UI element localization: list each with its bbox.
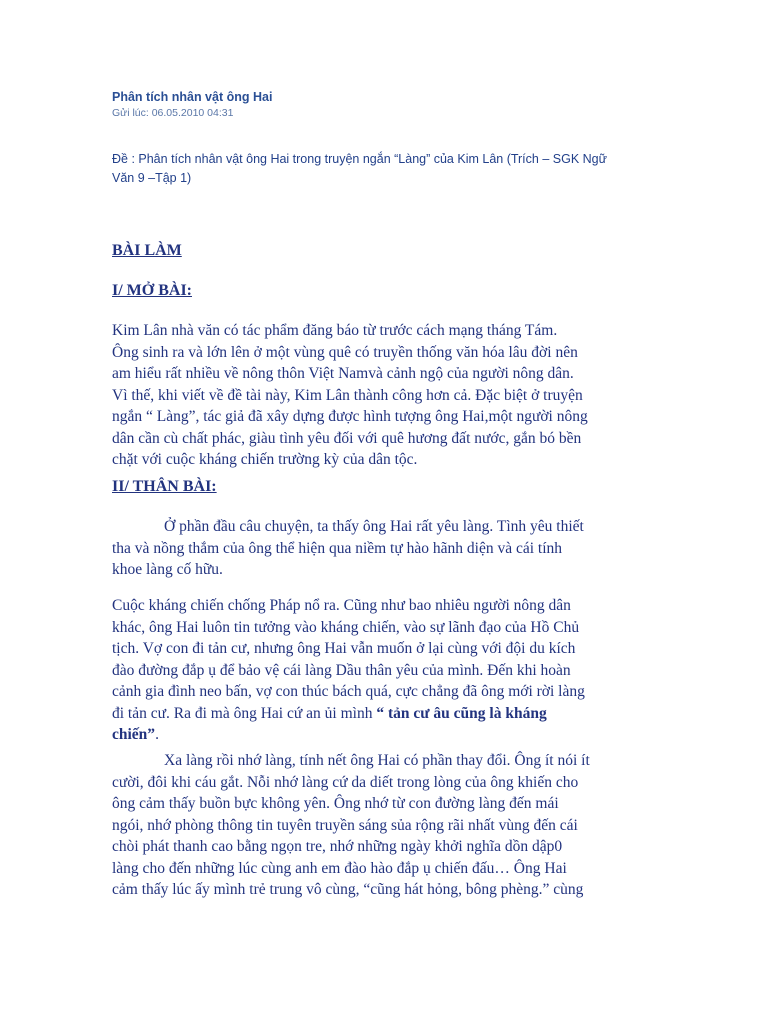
assignment-line: Đề : Phân tích nhân vật ông Hai trong truyện ngắn “Làng” của Kim Lân (Trích – SGK Ngữ bbox=[112, 152, 607, 166]
document-title: Phân tích nhân vật ông Hai bbox=[112, 90, 273, 104]
text-line: ông cảm thấy buồn bực không yên. Ông nhớ từ con đường làng đến mái bbox=[112, 795, 559, 812]
text-line: đào đường đắp ụ để bảo vệ cái làng Dầu thân yêu của mình. Đến khi hoàn bbox=[112, 661, 571, 679]
text-line: làng cho đến những lúc cùng anh em đào hào đắp ụ chiến đấu… Ông Hai bbox=[112, 859, 567, 877]
quote-bold: chiến” bbox=[112, 726, 156, 743]
text-line: tịch. Vợ con đi tản cư, nhưng ông Hai vẫn muốn ở lại cùng với đội du kích bbox=[112, 640, 576, 657]
paragraph-body-1 bbox=[112, 516, 657, 581]
paragraph-intro bbox=[112, 320, 657, 471]
text-line bbox=[112, 703, 657, 725]
paragraph-body-2 bbox=[112, 595, 657, 746]
text-line: dân cần cù chất phác, giàu tình yêu đối với quê hương đất nước, gắn bó bền bbox=[112, 429, 582, 447]
text-run: . bbox=[155, 726, 159, 743]
text-line: Kim Lân nhà văn có tác phẩm đăng báo từ trước cách mạng tháng Tám. bbox=[112, 322, 558, 339]
text-line: ngói, nhớ phòng thông tin tuyên truyền sáng sủa rộng rãi nhất vùng đến cái bbox=[112, 816, 578, 834]
text-line: Vì thế, khi viết về đề tài này, Kim Lân thành công hơn cả. Đặc biệt ở truyện bbox=[112, 386, 583, 404]
text-line: Ở phần đầu câu chuyện, ta thấy ông Hai rất yêu làng. Tình yêu thiết bbox=[164, 518, 584, 535]
assignment-line: Văn 9 –Tập 1) bbox=[112, 171, 192, 185]
text-line: am hiểu rất nhiều về nông thôn Việt Namvà cảnh ngộ của người nông dân. bbox=[112, 365, 574, 382]
text-line: ngắn “ Làng”, tác giả đã xây dựng được hình tượng ông Hai,một người nông bbox=[112, 408, 588, 425]
text-line: cười, đôi khi cáu gắt. Nỗi nhớ làng cứ da diết trong lòng của ông khiến cho bbox=[112, 773, 579, 791]
text-line: Ông sinh ra và lớn lên ở một vùng quê có truyền thống văn hóa lâu đời nên bbox=[112, 343, 578, 361]
assignment-prompt bbox=[112, 150, 752, 188]
quote-bold: “ tản cư âu cũng là kháng bbox=[376, 704, 547, 722]
paragraph-body-3 bbox=[112, 750, 657, 901]
text-line: chòi phát thanh cao bằng ngọn tre, nhớ những ngày khởi nghĩa dồn dập0 bbox=[112, 838, 563, 855]
heading-bai-lam: BÀI LÀM bbox=[112, 242, 182, 259]
text-line: cảnh gia đình neo bấn, vợ con thúc bách quá, cực chẳng đã ông mới rời làng bbox=[112, 683, 585, 700]
text-line: Cuộc kháng chiến chống Pháp nổ ra. Cũng như bao nhiêu người nông dân bbox=[112, 597, 571, 614]
heading-mo-bai: I/ MỞ BÀI: bbox=[112, 282, 192, 299]
text-line: Xa làng rồi nhớ làng, tính nết ông Hai có phần thay đổi. Ông ít nói ít bbox=[164, 752, 590, 769]
post-timestamp: Gửi lúc: 06.05.2010 04:31 bbox=[112, 107, 234, 119]
text-run: đi tản cư. Ra đi mà ông Hai cứ an ủi mình bbox=[112, 704, 377, 722]
text-line: chặt với cuộc kháng chiến trường kỳ của dân tộc. bbox=[112, 451, 418, 468]
text-line: cảm thấy lúc ấy mình trẻ trung vô cùng, “cũng hát hỏng, bông phèng.” cùng bbox=[112, 881, 584, 898]
text-line bbox=[112, 724, 657, 746]
text-line: khoe làng cố hữu. bbox=[112, 561, 223, 578]
text-line: tha và nồng thắm của ông thể hiện qua niềm tự hào hãnh diện và cái tính bbox=[112, 539, 563, 557]
heading-than-bai: II/ THÂN BÀI: bbox=[112, 478, 217, 495]
text-line: khác, ông Hai luôn tin tưởng vào kháng chiến, vào sự lãnh đạo của Hồ Chủ bbox=[112, 618, 580, 636]
